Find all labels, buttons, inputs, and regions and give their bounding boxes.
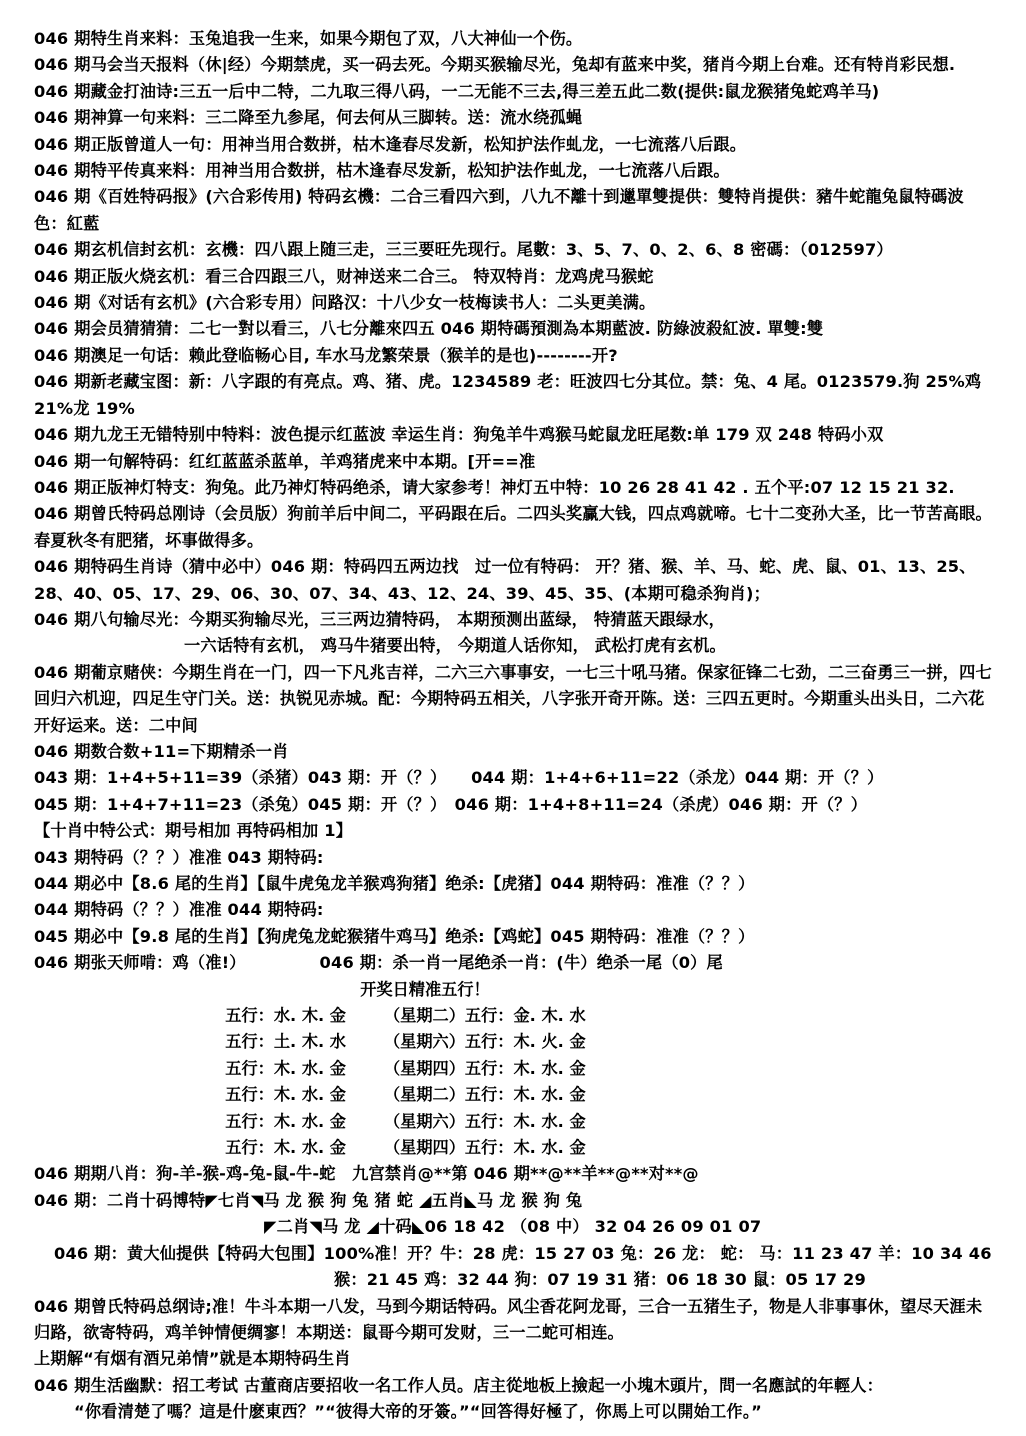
text-line: 046 期八句输尽光：今期买狗输尽光，三三两边猜特码， 本期预测出蓝绿， 特猜蓝天跟绿水， <box>34 609 726 629</box>
text-line: 046 期《对话有玄机》(六合彩专用）问路汉：十八少女一枝梅读书人：二头更美满。 <box>34 293 656 313</box>
text-line: 046 期：黄大仙提供【特码大包围】100%准！开？牛：28 虎：15 27 03 兔：26 龙： 蛇： 马：11 23 47 羊：10 34 46 <box>54 1243 992 1263</box>
five-elements-table <box>34 1003 996 1161</box>
five-elements-title: 开奖日精准五行！ <box>360 979 490 999</box>
text-line: 046 期数合数+11=下期精杀一肖 <box>34 741 289 761</box>
text-line: 046 期会员猜猜猜：二七一對以看三，八七分離來四五 046 期特碼預測為本期藍波. 防綠波殺紅波. 單雙:雙 <box>34 319 824 339</box>
text-line: 046 期特平传真来料：用神当用合数拼，枯木逢春尽发新，松知护法作虬龙，一七流落八后跟。 <box>34 161 730 181</box>
text-line: 043 期：1+4+5+11=39（杀猪）043 期：开（？） 044 期：1+4+6+11=22（杀龙）044 期：开（？） <box>34 768 884 788</box>
text-line: 044 期必中【8.6 尾的生肖】【鼠牛虎兔龙羊猴鸡狗猪】绝杀:【虎猪】044 期特码：准准（？？） <box>34 874 755 893</box>
five-elements-row <box>34 1029 996 1055</box>
five-elements-right: （星期六）五行：木. 水. 金 <box>384 1111 586 1131</box>
five-elements-row <box>34 1135 996 1161</box>
text-line: 046 期正版火烧玄机：看三合四跟三八，财神送来二合三。 特双特肖：龙鸡虎马猴蛇 <box>34 266 654 286</box>
five-elements-left: 五行：木. 水. 金 <box>225 1085 346 1105</box>
five-elements-right: （星期四）五行：木. 水. 金 <box>384 1058 586 1078</box>
text-line: ◤二肖◥马 龙 ◢十码◣06 18 42 （08 中） 32 04 26 09 01 07 <box>264 1217 762 1237</box>
five-elements-right: （星期二）五行：金. 木. 水 <box>384 1006 586 1026</box>
five-elements-left: 五行：土. 木. 水 <box>225 1032 346 1052</box>
text-line: 046 期特生肖来料：玉兔追我一生来，如果今期包了双，八大神仙一个伤。 <box>34 29 583 48</box>
text-line: 046 期：二肖十码博特◤七肖◥马 龙 猴 狗 兔 猪 蛇 ◢五肖◣马 龙 猴 狗 兔 <box>34 1190 583 1210</box>
text-line: 一六话特有玄机， 鸡马牛猪要出特， 今期道人话你知， 武松打虎有玄机。 <box>184 636 726 656</box>
text-line: 046 期特码生肖诗（猜中必中）046 期：特码四五两边找 过一位有特码： 开？猪、猴、羊、马、蛇、虎、鼠、01、13、25、28、40、05、17、29、06、30、07、34、43、12、24、39、45、35、(本期可稳杀狗肖)； <box>34 557 976 603</box>
text-line: 046 期马会当天报料（休|经）今期禁虎，买一码去死。今期买猴输尽光，兔却有蓝来中奖，猪肖今期上台难。还有特肖彩民想. <box>34 55 956 75</box>
text-line: 044 期特码（？？）准准 044 期特码: <box>34 900 324 920</box>
text-line: 046 期葡京赌侠：今期生肖在一门，四一下凡兆吉祥，二六三六事事安，一七三十吼马猪。保家征锋二七劲，二三奋勇三一拼，四七回归六机迎，四足生守门关。送：执锐见赤城。配：今期特码五相关，八字张开奇开陈。送：三四五更时。今期重头出头日，二六花开好运来。送：二中间 <box>34 662 992 735</box>
five-elements-left: 五行：木. 水. 金 <box>225 1138 346 1158</box>
five-elements-row <box>34 1003 996 1029</box>
text-line: “你看清楚了嗎？這是什麽東西？”“彼得大帝的牙簽。”“回答得好極了，你馬上可以開始工作。” <box>74 1402 762 1422</box>
document-body-bottom <box>34 1161 996 1425</box>
text-line: 046 期《百姓特码报》(六合彩传用) 特码玄機：二合三看四六到，八九不離十到邋單雙提供：雙特肖提供：豬牛蛇龍兔鼠特碼波色：紅藍 <box>34 187 964 233</box>
text-line: 猴：21 45 鸡：32 44 狗：07 19 31 猪：06 18 30 鼠：05 17 29 <box>334 1270 866 1290</box>
five-elements-right: （星期四）五行：木. 水. 金 <box>384 1138 586 1158</box>
text-line: 046 期曾氏特码总纲诗;准！牛斗本期一八发，马到今期话特码。风尘香花阿龙哥，三合一五猪生子，物是人非事事休，望尽天涯未归路，欲寄特码，鸡羊钟情便绸寥！本期送：鼠哥今期可发财，三一二蛇可相连。 <box>34 1296 983 1342</box>
text-line: 046 期曾氏特码总刚诗（会员版）狗前羊后中间二，平码跟在后。二四头奖赢大钱，四点鸡就啼。七十二变孙大圣，比一节苦高眼。春夏秋冬有肥猪，坏事做得多。 <box>34 504 992 550</box>
five-elements-row <box>34 1056 996 1082</box>
five-elements-left: 五行：木. 水. 金 <box>225 1111 346 1131</box>
text-line: 046 期张天师啃：鸡（准!） 046 期：杀一肖一尾绝杀一肖：(牛）绝杀一尾（0）尾 <box>34 953 723 973</box>
text-line: 046 期期八肖：狗-羊-猴-鸡-兔-鼠-牛-蛇 九宫禁肖@**第 046 期**@**羊**@**对**@ <box>34 1164 699 1184</box>
five-elements-row <box>34 1082 996 1108</box>
text-line: 046 期新老藏宝图：新：八字跟的有亮点。鸡、猪、虎。1234589 老：旺波四七分其位。禁：兔、4 尾。0123579.狗 25%鸡 21%龙 19% <box>34 372 988 418</box>
five-elements-row <box>34 1109 996 1135</box>
text-line: 046 期澳足一句话：赖此登临畅心目, 车水马龙繁荣景（猴羊的是也)--------开? <box>34 345 618 365</box>
text-line: 046 期神算一句来料：三二降至九参尾，何去何从三脚转。送：流水绕孤蝇 <box>34 108 583 128</box>
text-line: 046 期正版曾道人一句：用神当用合数拼，枯木逢春尽发新，松知护法作虬龙，一七流落八后跟。 <box>34 134 747 154</box>
text-line: 045 期必中【9.8 尾的生肖】【狗虎兔龙蛇猴猪牛鸡马】绝杀:【鸡蛇】045 期特码：准准（？？） <box>34 926 755 946</box>
five-elements-right: （星期二）五行：木. 水. 金 <box>384 1085 586 1105</box>
five-elements-left: 五行：水. 木. 金 <box>225 1006 346 1026</box>
text-line: 046 期生活幽默：招工考试 古董商店要招收一名工作人员。店主從地板上撿起一小塊木頭片，問一名應試的年輕人： <box>34 1375 884 1395</box>
document-body-top <box>34 26 996 977</box>
text-line: 上期解“有烟有酒兄弟情”就是本期特码生肖 <box>34 1349 351 1369</box>
text-line: 046 期藏金打油诗:三五一后中二特，二九取三得八码，一二无能不三去,得三差五此二数(提供:鼠龙猴猪兔蛇鸡羊马) <box>34 81 880 101</box>
text-line: 046 期玄机信封玄机：玄機：四八跟上随三走，三三要旺先现行。尾數：3、5、7、0、2、6、8 密碼：（012597） <box>34 240 893 260</box>
text-line: 046 期正版神灯特支：狗兔。此乃神灯特码绝杀，请大家参考！神灯五中特：10 26 28 41 42 . 五个平:07 12 15 21 32. <box>34 477 955 497</box>
text-line: 【十肖中特公式：期号相加 再特码相加 1】 <box>34 821 353 841</box>
text-line: 045 期：1+4+7+11=23（杀兔）045 期：开（？） 046 期：1+4+8+11=24（杀虎）046 期：开（？） <box>34 794 868 814</box>
five-elements-right: （星期六）五行：木. 火. 金 <box>384 1032 586 1052</box>
five-elements-left: 五行：木. 水. 金 <box>225 1058 346 1078</box>
text-line: 046 期一句解特码：红红蓝蓝杀蓝单，羊鸡猪虎来中本期。[开==准 <box>34 451 536 471</box>
text-line: 043 期特码（？？）准准 043 期特码: <box>34 847 324 867</box>
text-line: 046 期九龙王无错特别中特料：波色提示红蓝波 幸运生肖：狗兔羊牛鸡猴马蛇鼠龙旺尾数:单 179 双 248 特码小双 <box>34 425 884 445</box>
